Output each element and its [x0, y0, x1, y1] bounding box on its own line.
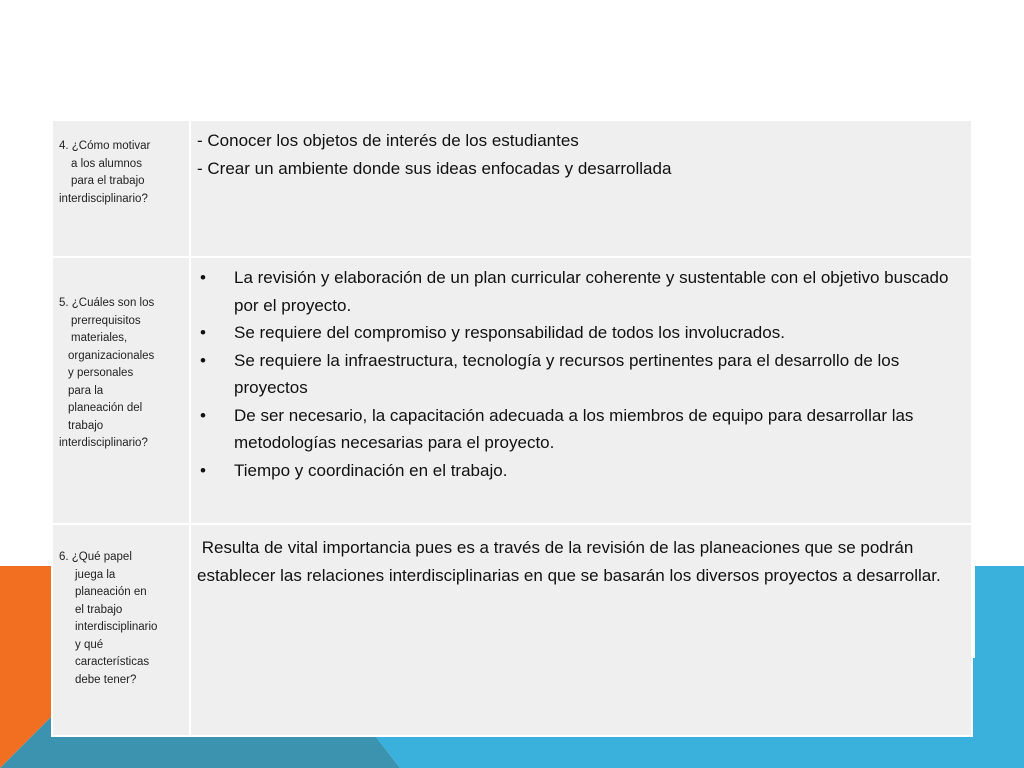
qa-table — [51, 119, 973, 737]
question-line: a los alumnos — [71, 157, 142, 170]
table-row — [52, 120, 972, 257]
bullet-item: • Tiempo y coordinación en el trabajo. — [197, 457, 967, 485]
question-line: 6. ¿Qué papel — [59, 551, 132, 563]
question-line: para la — [68, 384, 104, 397]
question-line: el trabajo — [75, 603, 123, 616]
question-line: prerrequisitos — [71, 314, 141, 327]
question-line: y personales — [68, 367, 134, 379]
question-line: trabajo — [68, 419, 104, 432]
question-cell — [52, 524, 190, 736]
question-line: materiales, — [71, 332, 128, 344]
answer-paragraph: Resulta de vital importancia pues es a través de la revisión de las planeaciones que se podrán establecer las relaciones interdisciplinarias en que se basarán los diversos proyectos a desarrollar. — [197, 538, 941, 585]
answer-line: - Conocer los objetos de interés de los estudiantes — [197, 131, 579, 150]
question-line: juega la — [75, 568, 116, 581]
question-cell — [52, 257, 190, 524]
answer-cell — [190, 257, 972, 524]
question-line: planeación en — [75, 586, 147, 598]
bullet-item: • Se requiere del compromiso y responsabilidad de todos los involucrados. — [197, 319, 967, 347]
question-line: para el trabajo — [71, 175, 145, 187]
question-line: interdisciplinario — [75, 621, 158, 633]
question-line: interdisciplinario? — [59, 437, 148, 449]
question-line: interdisciplinario? — [59, 192, 148, 205]
table-row — [52, 257, 972, 524]
bullet-item: • La revisión y elaboración de un plan curricular coherente y sustentable con el objetivo buscado por el proyecto. — [197, 264, 967, 319]
question-line: 5. ¿Cuáles son los — [59, 297, 155, 309]
question-line: 4. ¿Cómo motivar — [59, 140, 151, 152]
question-line: características — [75, 656, 150, 668]
answer-cell — [190, 524, 972, 736]
bullet-item: • De ser necesario, la capacitación adecuada a los miembros de equipo para desarrollar las metodologías necesarias para el proyecto. — [197, 402, 967, 457]
answer-cell — [190, 120, 972, 257]
answer-line: - Crear un ambiente donde sus ideas enfocadas y desarrollada — [197, 158, 672, 178]
qa-table-container — [51, 119, 973, 737]
question-cell — [52, 120, 190, 257]
question-line: planeación del — [68, 402, 143, 414]
bullet-list — [197, 264, 967, 484]
question-line: debe tener? — [75, 673, 137, 686]
table-row — [52, 524, 972, 736]
question-line: organizacionales — [68, 349, 155, 362]
bullet-item: • Se requiere la infraestructura, tecnología y recursos pertinentes para el desarrollo de los proyectos — [197, 347, 967, 402]
question-line: y qué — [75, 638, 104, 651]
